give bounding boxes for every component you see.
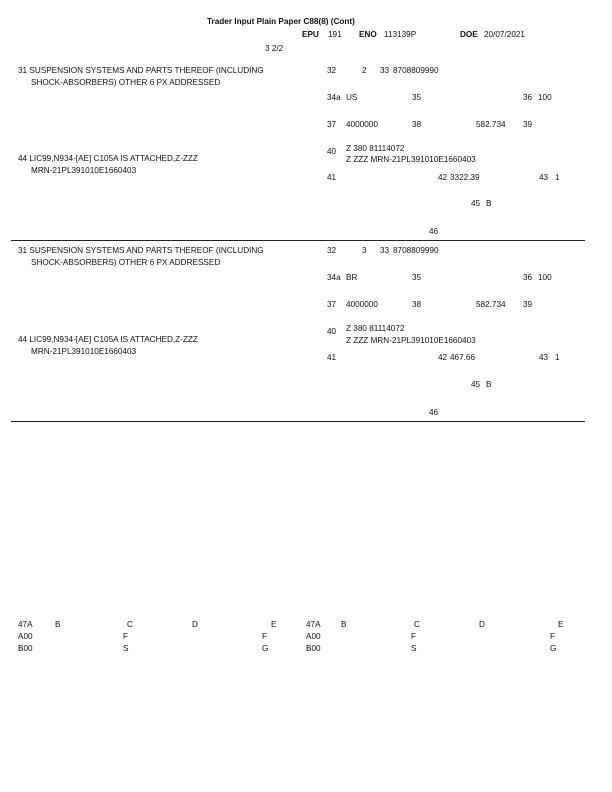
field-35-label: 35 xyxy=(412,273,422,282)
tax-cell: S xyxy=(411,644,417,653)
field-40-label: 40 xyxy=(327,327,337,336)
field-37-label: 37 xyxy=(327,300,337,309)
field-34a-value: BR xyxy=(346,273,358,282)
field-43-value: 1 xyxy=(555,173,560,182)
field-43-label: 43 xyxy=(539,173,549,182)
field-33-value: 8708809990 xyxy=(393,66,439,75)
field-44-line1: 44 LIC99,N934-[AE] C105A IS ATTACHED,Z-ZZZ xyxy=(18,335,198,344)
field-39-label: 39 xyxy=(523,120,533,129)
tax-header-cell: D xyxy=(192,620,198,629)
field-42-value: 467.66 xyxy=(450,353,476,362)
field-32-value: 2 xyxy=(362,66,367,75)
field-38-value: 582.734 xyxy=(476,120,506,129)
field-45-label: 45 xyxy=(471,199,481,208)
field-38-value: 582.734 xyxy=(476,300,506,309)
field-44-line2: MRN-21PL391010E1660403 xyxy=(31,347,137,356)
field-32-label: 32 xyxy=(327,246,337,255)
item-description-line2: SHOCK-ABSORBERS) OTHER 6 PX ADDRESSED xyxy=(31,258,221,267)
field-40-label: 40 xyxy=(327,147,337,156)
field-37-value: 4000000 xyxy=(346,300,378,309)
field-36-value: 100 xyxy=(538,93,552,102)
page-reference: 3 2/2 xyxy=(265,44,284,53)
tax-header-cell: 47A xyxy=(306,620,321,629)
field-43-value: 1 xyxy=(555,353,560,362)
field-46-label: 46 xyxy=(429,408,439,417)
tax-cell: A00 xyxy=(18,632,33,641)
tax-cell: F xyxy=(411,632,417,641)
tax-header-cell: C xyxy=(414,620,420,629)
tax-cell: S xyxy=(123,644,129,653)
field-40-line1: Z 380 81114072 xyxy=(346,324,405,333)
field-32-label: 32 xyxy=(327,66,337,75)
tax-cell: F xyxy=(550,632,556,641)
field-37-label: 37 xyxy=(327,120,337,129)
field-42-value: 3322.39 xyxy=(450,173,480,182)
field-40-line2: Z ZZZ MRN-21PL391010E1660403 xyxy=(346,155,476,164)
field-45-label: 45 xyxy=(471,380,481,389)
field-35-label: 35 xyxy=(412,93,422,102)
field-39-label: 39 xyxy=(523,300,533,309)
tax-header-cell: B xyxy=(55,620,61,629)
field-42-label: 42 xyxy=(438,173,448,182)
field-34a-value: US xyxy=(346,93,358,102)
field-44-line2: MRN-21PL391010E1660403 xyxy=(31,166,137,175)
eno-label: ENO xyxy=(359,30,377,39)
field-43-label: 43 xyxy=(539,353,549,362)
item-description-line2: SHOCK-ABSORBERS) OTHER 6 PX ADDRESSED xyxy=(31,78,221,87)
field-34a-label: 34a xyxy=(327,93,341,102)
tax-header-cell: B xyxy=(341,620,347,629)
field-36-label: 36 xyxy=(523,93,533,102)
eno-value: 113139P xyxy=(384,30,417,39)
tax-cell: F xyxy=(262,632,268,641)
doe-label: DOE xyxy=(460,30,478,39)
divider xyxy=(11,240,585,241)
field-37-value: 4000000 xyxy=(346,120,378,129)
tax-cell: G xyxy=(262,644,269,653)
epu-label: EPU xyxy=(302,30,319,39)
tax-header-cell: C xyxy=(127,620,133,629)
tax-header-cell: D xyxy=(479,620,485,629)
field-45-value: B xyxy=(486,199,492,208)
field-46-label: 46 xyxy=(429,227,439,236)
field-36-value: 100 xyxy=(538,273,552,282)
tax-cell: G xyxy=(550,644,557,653)
doe-value: 20/07/2021 xyxy=(484,30,525,39)
field-40-line1: Z 380 81114072 xyxy=(346,144,405,153)
field-36-label: 36 xyxy=(523,273,533,282)
field-38-label: 38 xyxy=(412,300,422,309)
tax-cell: A00 xyxy=(306,632,321,641)
tax-cell: B00 xyxy=(18,644,33,653)
field-42-label: 42 xyxy=(438,353,448,362)
field-44-line1: 44 LIC99,N934-[AE] C105A IS ATTACHED,Z-ZZZ xyxy=(18,154,198,163)
field-34a-label: 34a xyxy=(327,273,341,282)
field-41-label: 41 xyxy=(327,353,337,362)
field-33-label: 33 xyxy=(380,246,390,255)
field-45-value: B xyxy=(486,380,492,389)
field-33-label: 33 xyxy=(380,66,390,75)
epu-value: 191 xyxy=(328,30,342,39)
item-description-line1: 31 SUSPENSION SYSTEMS AND PARTS THEREOF (INCLUDING xyxy=(18,246,264,255)
tax-header-cell: 47A xyxy=(18,620,33,629)
tax-header-cell: E xyxy=(271,620,277,629)
tax-cell: F xyxy=(123,632,129,641)
tax-header-cell: E xyxy=(558,620,564,629)
divider xyxy=(11,421,585,422)
item-description-line1: 31 SUSPENSION SYSTEMS AND PARTS THEREOF (INCLUDING xyxy=(18,66,264,75)
field-38-label: 38 xyxy=(412,120,422,129)
field-33-value: 8708809990 xyxy=(393,246,439,255)
field-40-line2: Z ZZZ MRN-21PL391010E1660403 xyxy=(346,336,476,345)
field-32-value: 3 xyxy=(362,246,367,255)
field-41-label: 41 xyxy=(327,173,337,182)
page-title: Trader Input Plain Paper C88(8) (Cont) xyxy=(207,17,355,26)
tax-cell: B00 xyxy=(306,644,321,653)
